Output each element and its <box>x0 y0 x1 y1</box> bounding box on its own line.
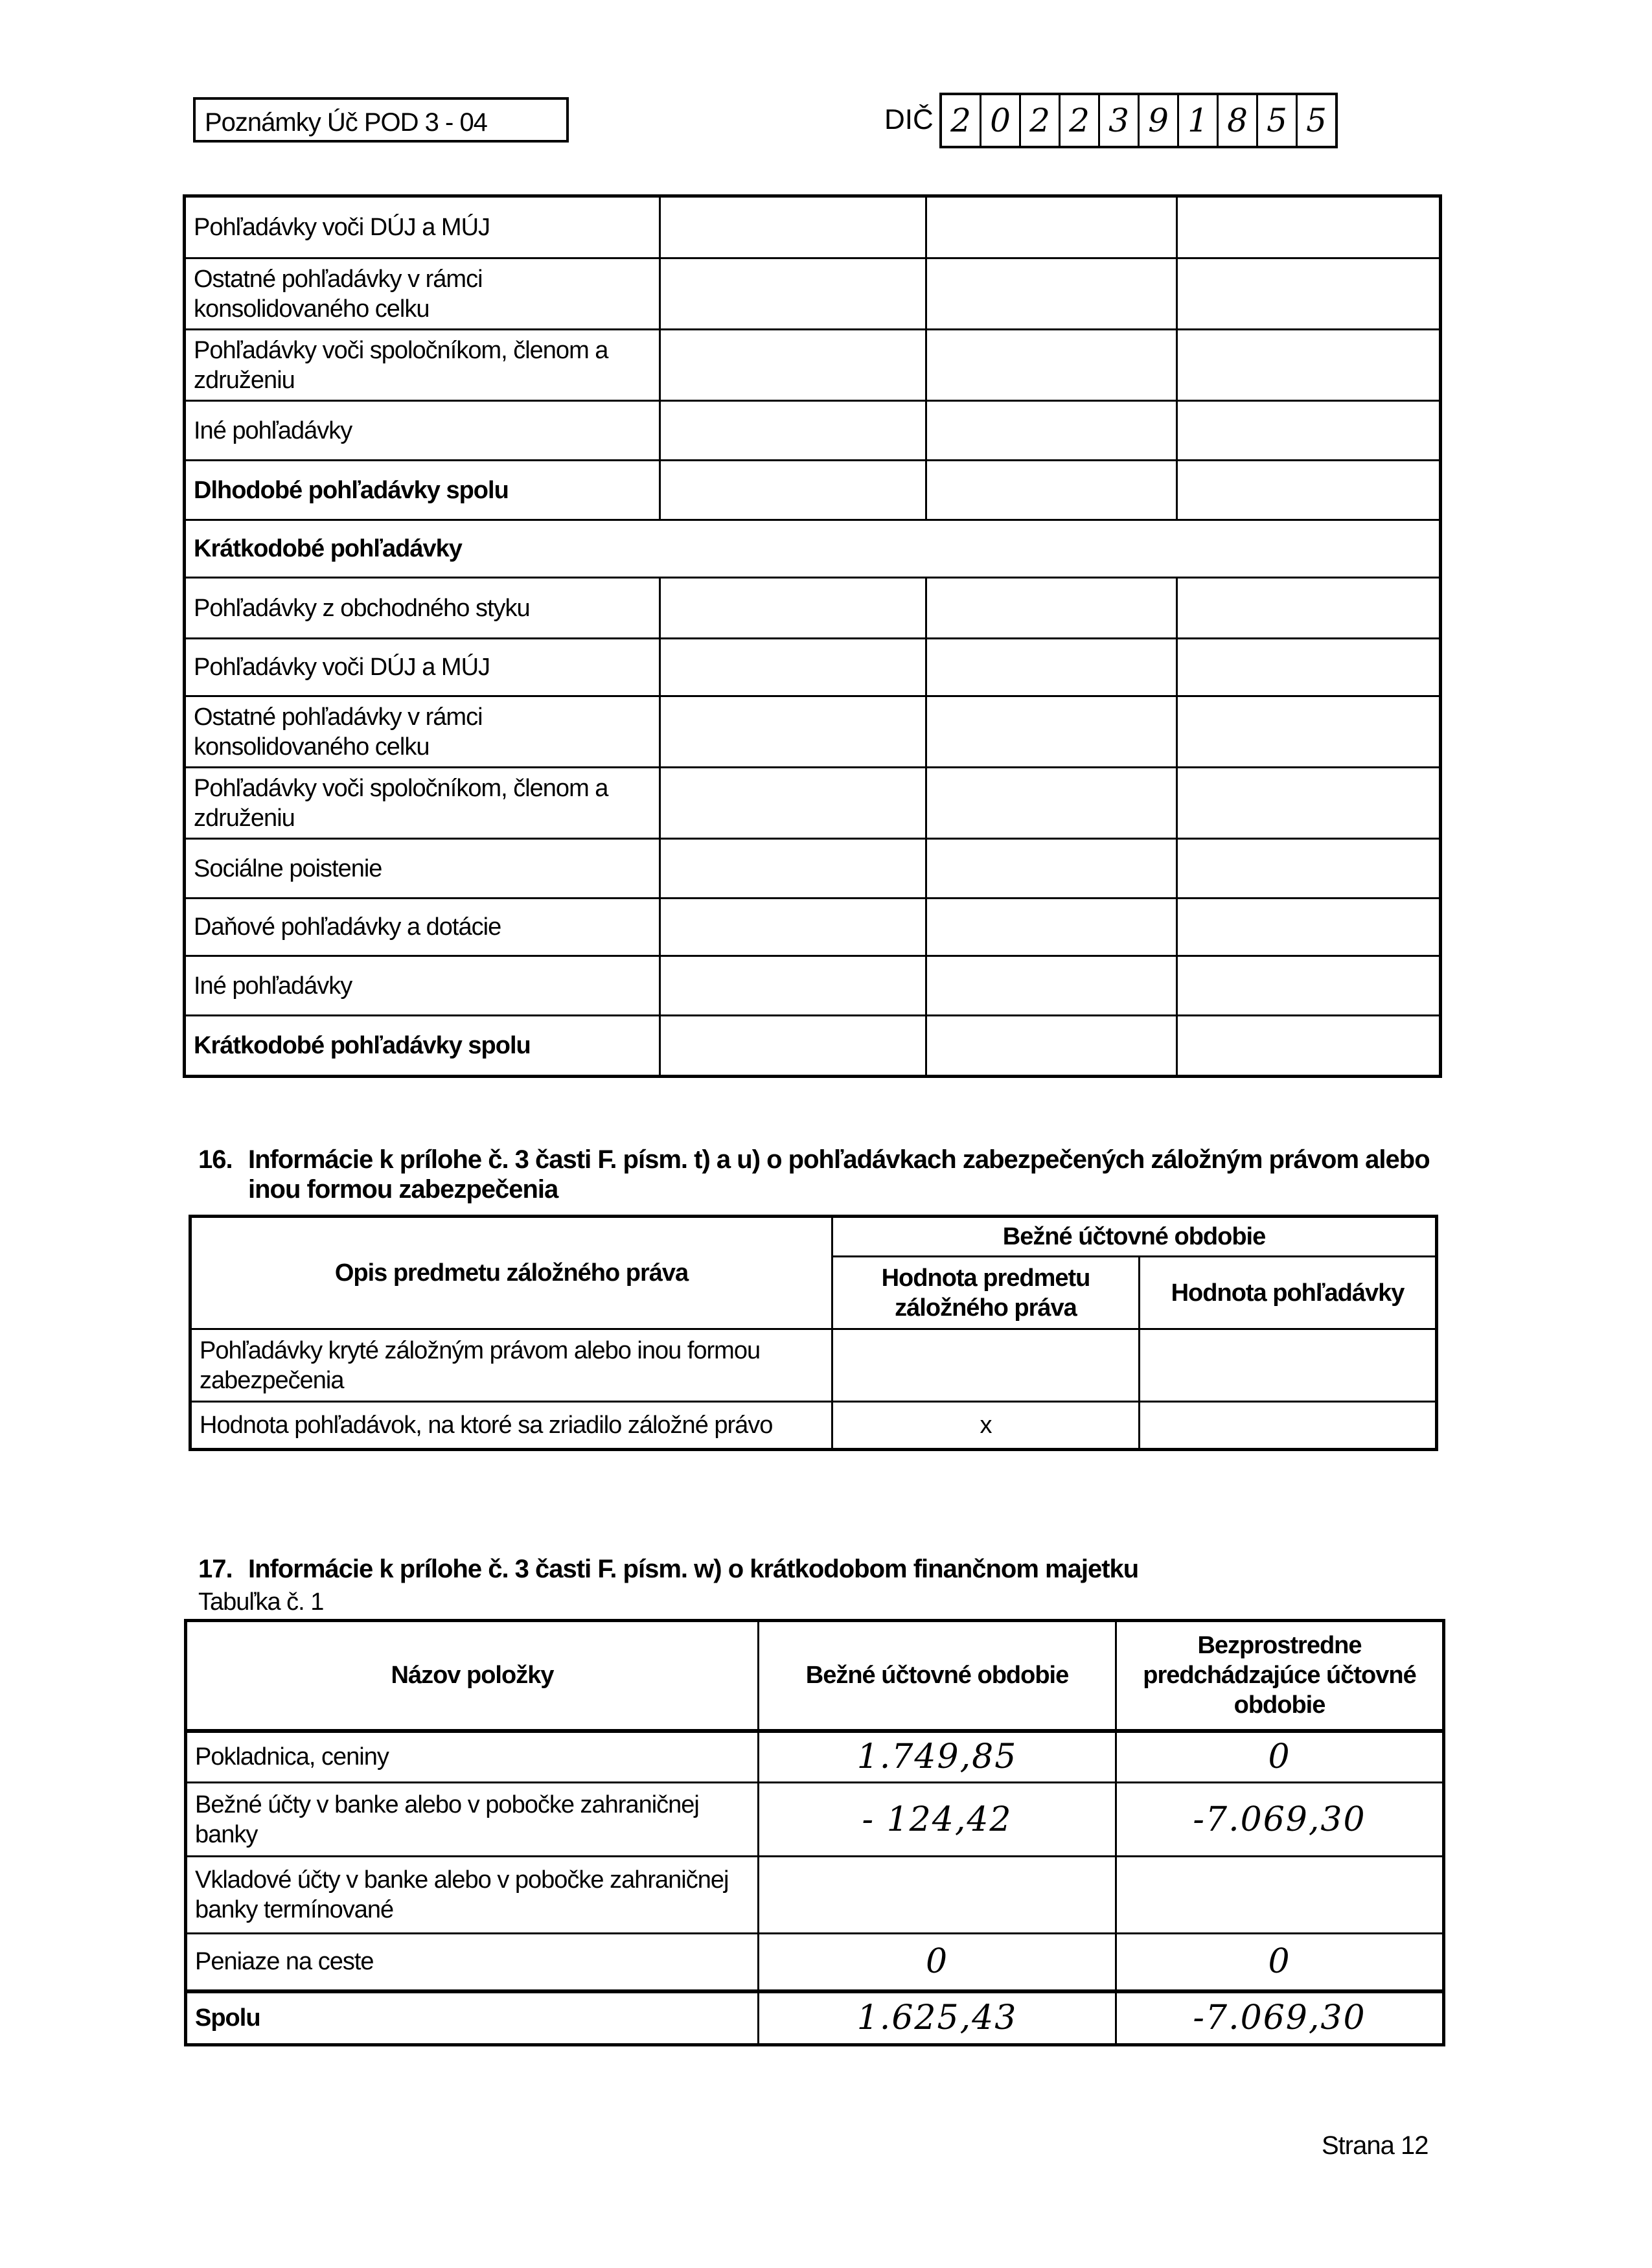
dic-digit: 2 <box>1061 95 1100 146</box>
dic-digit: 2 <box>1021 95 1061 146</box>
value-cell <box>926 1016 1177 1077</box>
value-cell <box>660 899 926 956</box>
cell-previous <box>1116 1857 1444 1934</box>
value-cell <box>926 956 1177 1016</box>
value-cell <box>660 578 926 639</box>
row-label: Pohľadávky voči spoločníkom, členom a združeniu <box>185 768 660 839</box>
row-label: Ostatné pohľadávky v rámci konsolidovaného celku <box>185 696 660 768</box>
value-cell <box>926 696 1177 768</box>
value-cell <box>926 401 1177 461</box>
table-row <box>185 461 1441 520</box>
row-label: Krátkodobé pohľadávky <box>185 520 1441 578</box>
dic-digit: 0 <box>981 95 1021 146</box>
dic-digit: 5 <box>1258 95 1298 146</box>
row-label: Vkladové účty v banke alebo v pobočke zahraničnej banky termínované <box>186 1857 759 1934</box>
value-cell <box>660 839 926 899</box>
receivables-table <box>183 194 1442 1078</box>
table-row <box>185 520 1441 578</box>
row-label: Pohľadávky kryté záložným právom alebo inou formou zabezpečenia <box>190 1329 832 1402</box>
value-cell <box>926 461 1177 520</box>
col-a-header: Hodnota predmetu záložného práva <box>832 1257 1140 1329</box>
value-cell <box>660 1016 926 1077</box>
section17-heading: Informácie k prílohe č. 3 časti F. písm. w) o krátkodobom finančnom majetku <box>248 1555 1139 1583</box>
value-cell <box>1177 330 1441 401</box>
col-b-header: Hodnota pohľadávky <box>1140 1257 1437 1329</box>
table-row <box>185 839 1441 899</box>
value-cell <box>926 578 1177 639</box>
dic-digit: 1 <box>1179 95 1219 146</box>
table-row <box>185 696 1441 768</box>
page-number: Strana 12 <box>1322 2131 1428 2160</box>
table-row <box>185 1016 1441 1077</box>
cell-current: 0 <box>759 1934 1116 1991</box>
cell-a: x <box>832 1402 1140 1450</box>
row-label: Pohľadávky voči spoločníkom, členom a združeniu <box>185 330 660 401</box>
table-row <box>185 196 1441 258</box>
table-row <box>185 639 1441 696</box>
value-cell <box>1177 461 1441 520</box>
row-label: Bežné účty v banke alebo v pobočke zahraničnej banky <box>186 1783 759 1857</box>
cell-current: - 124,42 <box>759 1783 1116 1857</box>
form-label: Poznámky Úč POD 3 - 04 <box>193 97 569 143</box>
cell-a <box>832 1329 1140 1402</box>
dic-digit: 5 <box>1306 102 1327 139</box>
value-cell <box>926 839 1177 899</box>
value-cell <box>660 639 926 696</box>
table-row <box>185 401 1441 461</box>
row-label: Pokladnica, ceniny <box>186 1731 759 1783</box>
row-label: Iné pohľadávky <box>185 401 660 461</box>
value-cell <box>926 768 1177 839</box>
value-cell <box>926 196 1177 258</box>
col-desc-header: Opis predmetu záložného práva <box>190 1217 832 1329</box>
col-current-header: Bežné účtovné obdobie <box>759 1621 1116 1731</box>
cell-previous: 0 <box>1116 1731 1444 1783</box>
row-label: Ostatné pohľadávky v rámci konsolidovaného celku <box>185 258 660 330</box>
value-cell <box>1177 956 1441 1016</box>
row-label: Peniaze na ceste <box>186 1934 759 1991</box>
col-name-header: Názov položky <box>186 1621 759 1731</box>
cell-current: 1.749,85 <box>759 1731 1116 1783</box>
row-label: Pohľadávky z obchodného styku <box>185 578 660 639</box>
value-cell <box>660 696 926 768</box>
dic-digit: 9 <box>1140 95 1179 146</box>
row-label: Spolu <box>186 1991 759 2045</box>
table-row <box>185 768 1441 839</box>
row-label: Daňové pohľadávky a dotácie <box>185 899 660 956</box>
value-cell <box>1177 639 1441 696</box>
dic-digit: 8 <box>1219 95 1258 146</box>
section17-subheading: Tabuľka č. 1 <box>198 1588 324 1616</box>
row-label: Krátkodobé pohľadávky spolu <box>185 1016 660 1077</box>
pledge-table <box>189 1215 1438 1451</box>
value-cell <box>660 258 926 330</box>
table-row <box>185 956 1441 1016</box>
section17-number: 17. <box>198 1555 233 1583</box>
value-cell <box>660 461 926 520</box>
row-label: Hodnota pohľadávok, na ktoré sa zriadilo záložné právo <box>190 1402 832 1450</box>
value-cell <box>1177 768 1441 839</box>
value-cell <box>660 768 926 839</box>
cell-previous: 0 <box>1116 1934 1444 1991</box>
value-cell <box>1177 839 1441 899</box>
value-cell <box>1177 401 1441 461</box>
cell-previous: -7.069,30 <box>1116 1991 1444 2045</box>
row-label: Sociálne poistenie <box>185 839 660 899</box>
value-cell <box>660 401 926 461</box>
dic-field <box>939 93 1338 148</box>
row-label: Dlhodobé pohľadávky spolu <box>185 461 660 520</box>
table-row <box>185 330 1441 401</box>
value-cell <box>1177 1016 1441 1077</box>
financial-assets-table <box>184 1619 1445 2046</box>
col-previous-header: Bezprostredne predchádzajúce účtovné obdobie <box>1116 1621 1444 1731</box>
table-row <box>185 578 1441 639</box>
cell-current: 1.625,43 <box>759 1991 1116 2045</box>
value-cell <box>1177 578 1441 639</box>
col-group-header: Bežné účtovné obdobie <box>832 1217 1437 1257</box>
value-cell <box>1177 258 1441 330</box>
row-label: Pohľadávky voči DÚJ a MÚJ <box>185 639 660 696</box>
dic-digit: 2 <box>942 95 981 146</box>
cell-b <box>1140 1329 1437 1402</box>
value-cell <box>660 956 926 1016</box>
table-row <box>185 258 1441 330</box>
value-cell <box>926 330 1177 401</box>
value-cell <box>1177 196 1441 258</box>
row-label: Iné pohľadávky <box>185 956 660 1016</box>
value-cell <box>926 258 1177 330</box>
cell-b <box>1140 1402 1437 1450</box>
value-cell <box>1177 696 1441 768</box>
value-cell <box>1177 899 1441 956</box>
value-cell <box>660 196 926 258</box>
value-cell <box>926 899 1177 956</box>
dic-label: DIČ <box>884 104 934 135</box>
section16-number: 16. <box>198 1145 233 1174</box>
cell-current <box>759 1857 1116 1934</box>
section16-heading: Informácie k prílohe č. 3 časti F. písm. t) a u) o pohľadávkach zabezpečených záložným právom alebo <box>248 1145 1430 1174</box>
value-cell <box>926 639 1177 696</box>
row-label: Pohľadávky voči DÚJ a MÚJ <box>185 196 660 258</box>
cell-previous: -7.069,30 <box>1116 1783 1444 1857</box>
value-cell <box>660 330 926 401</box>
section16-heading-cont: inou formou zabezpečenia <box>248 1175 558 1204</box>
dic-digit: 3 <box>1100 95 1140 146</box>
table-row <box>185 899 1441 956</box>
